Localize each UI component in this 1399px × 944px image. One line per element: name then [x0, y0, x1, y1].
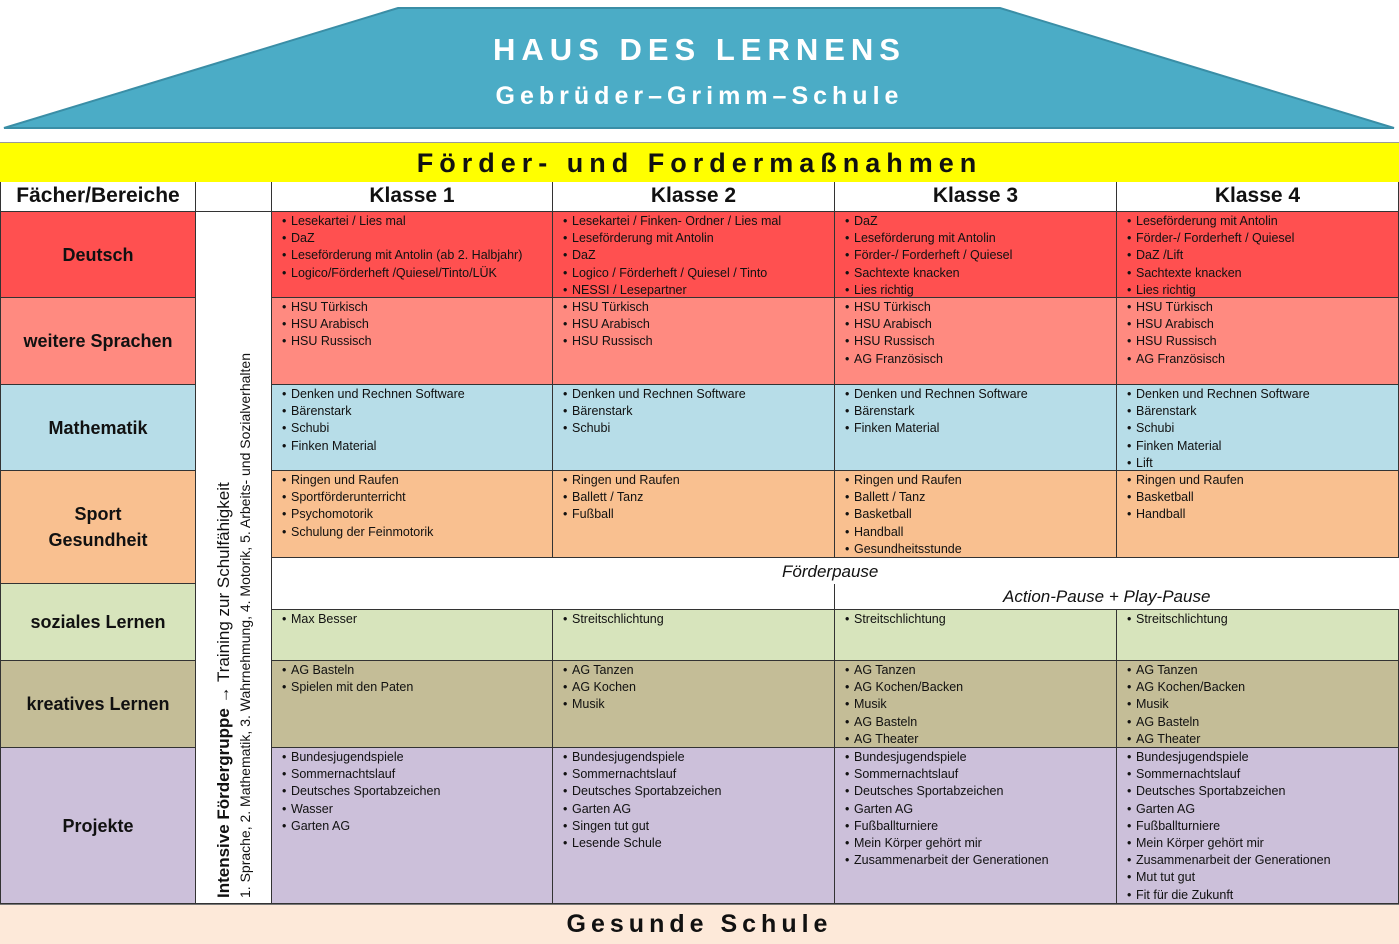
- list-item: • Basketball: [845, 506, 1116, 523]
- list-item: • Deutsches Sportabzeichen: [845, 783, 1116, 800]
- list-item: • HSU Türkisch: [563, 299, 834, 316]
- list-item: • AG Kochen/Backen: [1127, 679, 1398, 696]
- cell-sport-klasse-3: [835, 471, 1117, 558]
- list-item: • Bundesjugendspiele: [563, 749, 834, 766]
- class-header-2: Klasse 2: [553, 182, 835, 212]
- list-item: • Denken und Rechnen Software: [282, 386, 552, 403]
- cell-deutsch-klasse-1: [272, 212, 553, 298]
- list-item: • DaZ: [282, 230, 552, 247]
- measure-list: [845, 386, 1116, 438]
- row-label-sprachen: weitere Sprachen: [0, 298, 196, 385]
- list-item: • AG Theater: [845, 731, 1116, 748]
- list-item: • HSU Russisch: [1127, 333, 1398, 350]
- list-item: • HSU Arabisch: [1127, 316, 1398, 333]
- cell-sozial-klasse-4: [1117, 610, 1399, 661]
- list-item: • Deutsches Sportabzeichen: [282, 783, 552, 800]
- list-item: • HSU Türkisch: [845, 299, 1116, 316]
- action-pause-label: Action-Pause + Play-Pause: [1003, 587, 1211, 606]
- list-item: • AG Französisch: [1127, 351, 1398, 368]
- list-item: • Deutsches Sportabzeichen: [563, 783, 834, 800]
- list-item: • Bundesjugendspiele: [1127, 749, 1398, 766]
- list-item: • Psychomotorik: [282, 506, 552, 523]
- row-label-sport: Sport Gesundheit: [0, 471, 196, 584]
- list-item: • HSU Arabisch: [563, 316, 834, 333]
- list-item: • Schubi: [282, 420, 552, 437]
- cell-mathematik-klasse-2: [553, 385, 835, 471]
- list-item: • HSU Russisch: [845, 333, 1116, 350]
- list-item: • DaZ: [845, 213, 1116, 230]
- list-item: • Bundesjugendspiele: [845, 749, 1116, 766]
- list-item: • Ringen und Raufen: [1127, 472, 1398, 489]
- cell-kreativ-klasse-2: [553, 661, 835, 748]
- list-item: • AG Französisch: [845, 351, 1116, 368]
- row-label-projekte: Projekte: [0, 748, 196, 904]
- measure-list: [563, 299, 834, 351]
- cell-mathematik-klasse-3: [835, 385, 1117, 471]
- list-item: • Handball: [845, 524, 1116, 541]
- list-item: • Schulung der Feinmotorik: [282, 524, 552, 541]
- list-item: • Garten AG: [563, 801, 834, 818]
- list-item: • Bärenstark: [1127, 403, 1398, 420]
- measure-list: [1127, 213, 1398, 299]
- list-item: • HSU Türkisch: [1127, 299, 1398, 316]
- list-item: • NESSI / Lesepartner: [563, 282, 834, 299]
- support-group-title: Intensive Fördergruppe: [213, 707, 233, 898]
- blank-header: [196, 182, 272, 212]
- class-header-3: Klasse 3: [835, 182, 1117, 212]
- list-item: • AG Tanzen: [1127, 662, 1398, 679]
- list-item: • AG Tanzen: [563, 662, 834, 679]
- measure-list: [845, 662, 1116, 748]
- measures-banner: Förder- und Fordermaßnahmen: [0, 142, 1399, 182]
- measure-list: [1127, 749, 1398, 904]
- measure-list: [282, 299, 552, 351]
- measure-list: [1127, 299, 1398, 368]
- list-item: • Leseförderung mit Antolin: [563, 230, 834, 247]
- list-item: • Spielen mit den Paten: [282, 679, 552, 696]
- list-item: • Sommernachtslauf: [1127, 766, 1398, 783]
- list-item: • Finken Material: [1127, 438, 1398, 455]
- list-item: • Schubi: [1127, 420, 1398, 437]
- list-item: • Denken und Rechnen Software: [1127, 386, 1398, 403]
- row-label-deutsch: Deutsch: [0, 212, 196, 298]
- cell-sport-klasse-4: [1117, 471, 1399, 558]
- cell-kreativ-klasse-3: [835, 661, 1117, 748]
- support-group-goal: → Training zur Schulfähigkeit: [213, 481, 233, 708]
- measure-list: [1127, 472, 1398, 524]
- list-item: • AG Basteln: [845, 714, 1116, 731]
- list-item: • Deutsches Sportabzeichen: [1127, 783, 1398, 800]
- list-item: • Ringen und Raufen: [845, 472, 1116, 489]
- cell-projekte-klasse-3: [835, 748, 1117, 904]
- measure-list: [1127, 611, 1398, 628]
- list-item: • HSU Arabisch: [282, 316, 552, 333]
- cell-deutsch-klasse-4: [1117, 212, 1399, 298]
- list-item: • Logico/Förderheft /Quiesel/Tinto/LÜK: [282, 265, 552, 282]
- measure-list: [282, 386, 552, 455]
- list-item: • Förder-/ Forderheft / Quiesel: [845, 247, 1116, 264]
- measure-list: [563, 611, 834, 628]
- list-item: • Streitschlichtung: [845, 611, 1116, 628]
- list-item: • Leseförderung mit Antolin: [1127, 213, 1398, 230]
- measure-list: [1127, 386, 1398, 472]
- cell-sprachen-klasse-4: [1117, 298, 1399, 385]
- list-item: • AG Basteln: [282, 662, 552, 679]
- intensive-support-column: [196, 212, 272, 904]
- page-title: HAUS DES LERNENS: [493, 32, 906, 67]
- list-item: • Ringen und Raufen: [282, 472, 552, 489]
- list-item: • AG Basteln: [1127, 714, 1398, 731]
- measure-list: [845, 213, 1116, 299]
- row-label-sozial: soziales Lernen: [0, 584, 196, 661]
- list-item: • HSU Arabisch: [845, 316, 1116, 333]
- row-label-mathematik: Mathematik: [0, 385, 196, 471]
- list-item: • Lift: [1127, 455, 1398, 472]
- list-item: • HSU Russisch: [282, 333, 552, 350]
- list-item: • Ballett / Tanz: [845, 489, 1116, 506]
- list-item: • Sommernachtslauf: [845, 766, 1116, 783]
- cell-projekte-klasse-1: [272, 748, 553, 904]
- list-item: • Wasser: [282, 801, 552, 818]
- list-item: • Zusammenarbeit der Generationen: [845, 852, 1116, 869]
- list-item: • Finken Material: [282, 438, 552, 455]
- list-item: • HSU Russisch: [563, 333, 834, 350]
- pause-row: [272, 558, 1399, 610]
- measure-list: [563, 749, 834, 852]
- list-item: • AG Theater: [1127, 731, 1398, 748]
- cell-projekte-klasse-2: [553, 748, 835, 904]
- class-header-1: Klasse 1: [272, 182, 553, 212]
- measure-list: [845, 472, 1116, 558]
- foerderpause-label: Förderpause: [782, 562, 879, 581]
- list-item: • Denken und Rechnen Software: [563, 386, 834, 403]
- list-item: • Bärenstark: [282, 403, 552, 420]
- measure-list: [563, 472, 834, 524]
- list-item: • DaZ: [563, 247, 834, 264]
- list-item: • Bärenstark: [845, 403, 1116, 420]
- measure-list: [563, 213, 834, 299]
- cell-kreativ-klasse-1: [272, 661, 553, 748]
- list-item: • Ballett / Tanz: [563, 489, 834, 506]
- list-item: • Mein Körper gehört mir: [845, 835, 1116, 852]
- measure-list: [845, 749, 1116, 869]
- cell-sprachen-klasse-3: [835, 298, 1117, 385]
- measure-list: [1127, 662, 1398, 748]
- list-item: • Lesekartei / Lies mal: [282, 213, 552, 230]
- cell-sport-klasse-2: [553, 471, 835, 558]
- list-item: • Bundesjugendspiele: [282, 749, 552, 766]
- support-areas: 1. Sprache, 2. Mathematik, 3. Wahrnehmung, 4. Motorik, 5. Arbeits- und Sozialverhalten: [236, 352, 253, 898]
- cell-projekte-klasse-4: [1117, 748, 1399, 904]
- list-item: • Fußballturniere: [845, 818, 1116, 835]
- list-item: • AG Kochen: [563, 679, 834, 696]
- list-item: • Förder-/ Forderheft / Quiesel: [1127, 230, 1398, 247]
- list-item: • Lies richtig: [845, 282, 1116, 299]
- cell-sprachen-klasse-1: [272, 298, 553, 385]
- measure-list: [282, 749, 552, 835]
- list-item: • Gesundheitsstunde: [845, 541, 1116, 558]
- list-item: • Musik: [845, 696, 1116, 713]
- list-item: • Leseförderung mit Antolin (ab 2. Halbjahr): [282, 247, 552, 264]
- class-header-4: Klasse 4: [1117, 182, 1399, 212]
- list-item: • Streitschlichtung: [563, 611, 834, 628]
- list-item: • DaZ /Lift: [1127, 247, 1398, 264]
- list-item: • Garten AG: [845, 801, 1116, 818]
- list-item: • Sachtexte knacken: [845, 265, 1116, 282]
- list-item: • Lesende Schule: [563, 835, 834, 852]
- list-item: • Sachtexte knacken: [1127, 265, 1398, 282]
- measure-list: [845, 611, 1116, 628]
- list-item: • Musik: [1127, 696, 1398, 713]
- list-item: • Garten AG: [282, 818, 552, 835]
- list-item: • AG Tanzen: [845, 662, 1116, 679]
- list-item: • Max Besser: [282, 611, 552, 628]
- row-label-kreativ: kreatives Lernen: [0, 661, 196, 748]
- list-item: • Fit für die Zukunft: [1127, 887, 1398, 904]
- school-name: Gebrüder–Grimm–Schule: [495, 82, 904, 110]
- roof: [0, 0, 1399, 140]
- measure-list: [563, 386, 834, 438]
- list-item: • Streitschlichtung: [1127, 611, 1398, 628]
- measure-list: [282, 213, 552, 282]
- list-item: • Finken Material: [845, 420, 1116, 437]
- list-item: • Musik: [563, 696, 834, 713]
- list-item: • Leseförderung mit Antolin: [845, 230, 1116, 247]
- list-item: • Denken und Rechnen Software: [845, 386, 1116, 403]
- cell-sozial-klasse-2: [553, 610, 835, 661]
- list-item: • Sommernachtslauf: [563, 766, 834, 783]
- cell-mathematik-klasse-1: [272, 385, 553, 471]
- cell-deutsch-klasse-3: [835, 212, 1117, 298]
- cell-kreativ-klasse-4: [1117, 661, 1399, 748]
- roof-shape: [0, 0, 1399, 140]
- list-item: • Garten AG: [1127, 801, 1398, 818]
- list-item: • Lesekartei / Finken- Ordner / Lies mal: [563, 213, 834, 230]
- list-item: • Schubi: [563, 420, 834, 437]
- list-item: • Sportförderunterricht: [282, 489, 552, 506]
- measure-list: [282, 472, 552, 541]
- measure-list: [563, 662, 834, 714]
- list-item: • Sommernachtslauf: [282, 766, 552, 783]
- list-item: • Handball: [1127, 506, 1398, 523]
- list-item: • Fußballturniere: [1127, 818, 1398, 835]
- cell-sozial-klasse-3: [835, 610, 1117, 661]
- cell-sport-klasse-1: [272, 471, 553, 558]
- list-item: • Zusammenarbeit der Generationen: [1127, 852, 1398, 869]
- list-item: • Logico / Förderheft / Quiesel / Tinto: [563, 265, 834, 282]
- measure-list: [282, 662, 552, 696]
- area-header: Fächer/Bereiche: [0, 182, 196, 212]
- learning-grid: [0, 182, 1399, 904]
- cell-sprachen-klasse-2: [553, 298, 835, 385]
- list-item: • Basketball: [1127, 489, 1398, 506]
- list-item: • Fußball: [563, 506, 834, 523]
- list-item: • Bärenstark: [563, 403, 834, 420]
- list-item: • Ringen und Raufen: [563, 472, 834, 489]
- list-item: • Singen tut gut: [563, 818, 834, 835]
- list-item: • HSU Türkisch: [282, 299, 552, 316]
- healthy-school-banner: Gesunde Schule: [0, 904, 1399, 944]
- measure-list: [845, 299, 1116, 368]
- list-item: • Mein Körper gehört mir: [1127, 835, 1398, 852]
- list-item: • Lies richtig: [1127, 282, 1398, 299]
- list-item: • AG Kochen/Backen: [845, 679, 1116, 696]
- cell-deutsch-klasse-2: [553, 212, 835, 298]
- cell-mathematik-klasse-4: [1117, 385, 1399, 471]
- list-item: • Mut tut gut: [1127, 869, 1398, 886]
- measure-list: [282, 611, 552, 628]
- cell-sozial-klasse-1: [272, 610, 553, 661]
